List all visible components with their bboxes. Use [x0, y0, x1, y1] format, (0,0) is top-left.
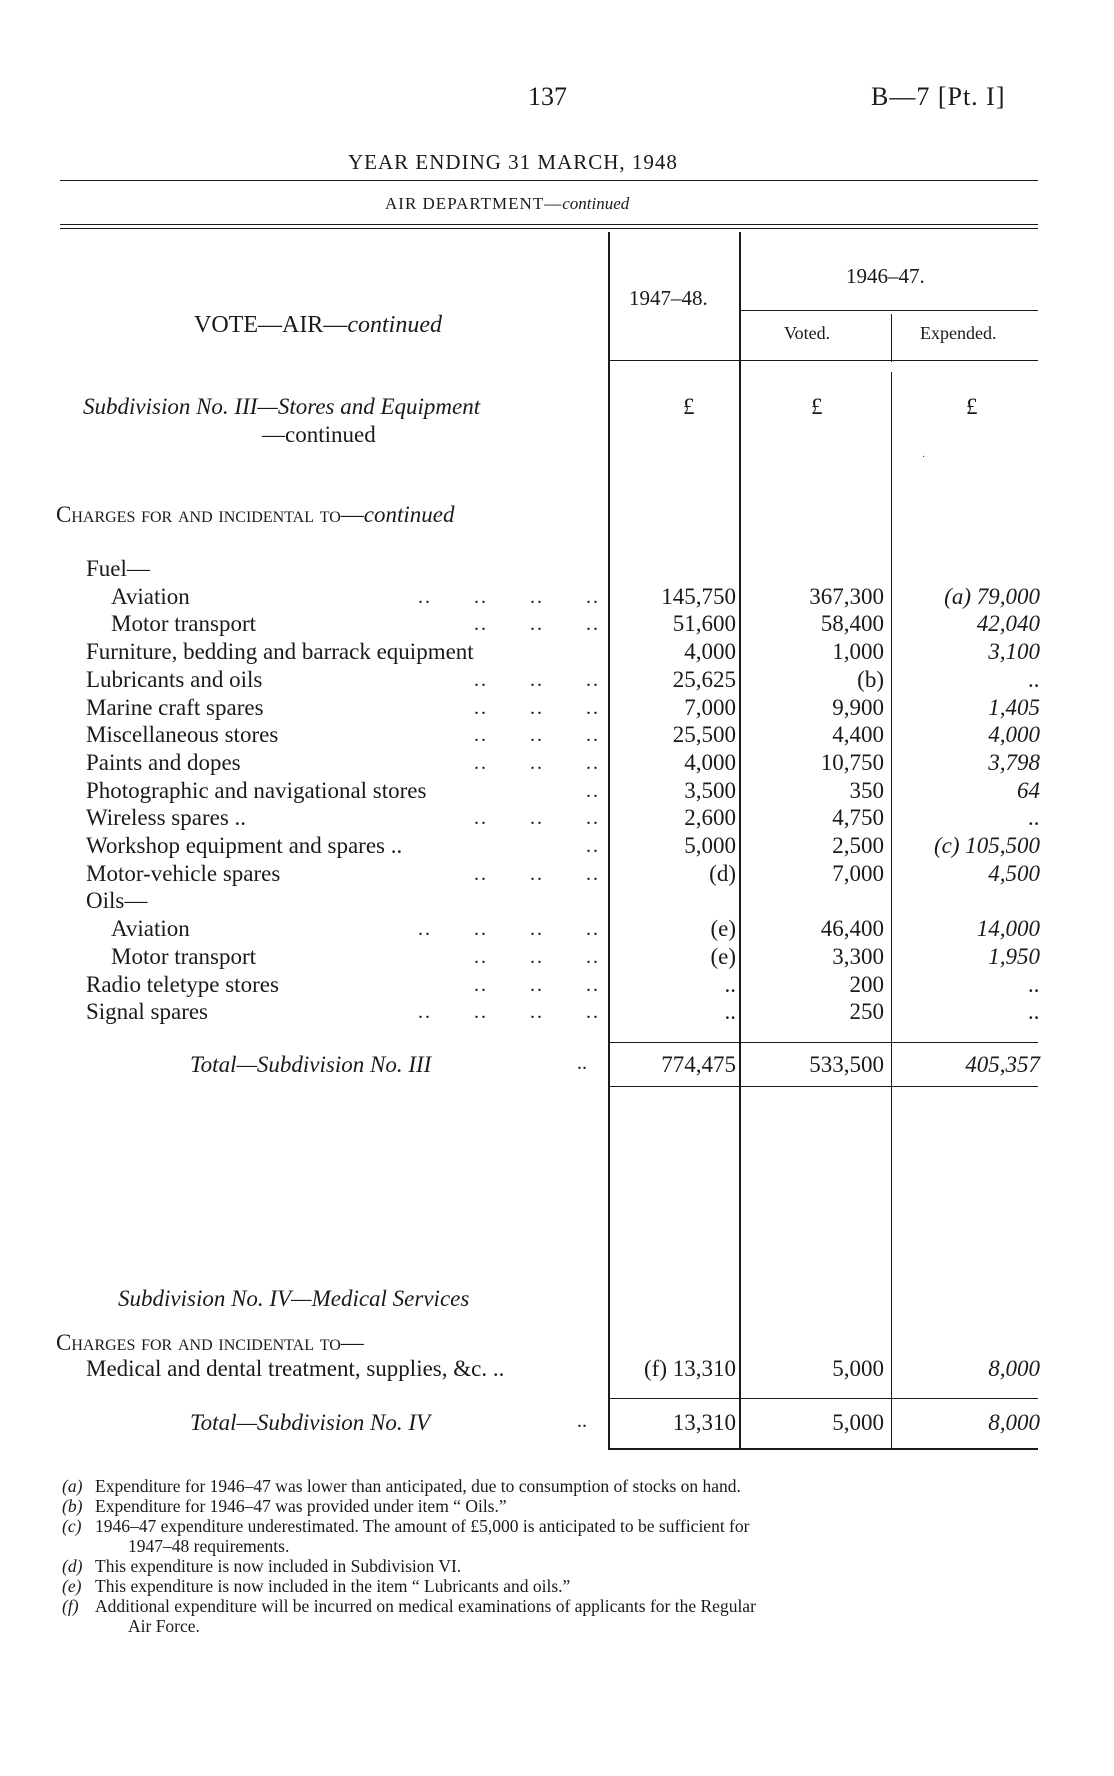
- row-value-expended: 3,798: [988, 750, 1040, 775]
- row-label: Miscellaneous stores: [86, 722, 279, 747]
- col-rule-2: [739, 232, 741, 1450]
- total-iv-dots: ..: [577, 1410, 587, 1432]
- row-leader-dots: .. .. .. ..: [418, 918, 600, 940]
- footnote-text: Expenditure for 1946–47 was lower than anticipated, due to consumption of stocks on hand.: [95, 1476, 741, 1496]
- rule-total-iii-bottom: [608, 1086, 1038, 1087]
- row-value-voted: 250: [849, 999, 884, 1024]
- row-value-expended: 42,040: [976, 611, 1040, 636]
- charges-heading-continued: continued: [363, 502, 455, 527]
- row-value-voted: 58,400: [820, 611, 884, 636]
- col-header-expended: Expended.: [920, 323, 997, 343]
- row-value-voted: 1,000: [832, 639, 884, 664]
- row-value-1947: (e): [710, 944, 736, 969]
- row-value-expended: 1,950: [988, 944, 1040, 969]
- rule-header-double-1: [60, 224, 1038, 225]
- row-value-voted: 350: [849, 778, 884, 803]
- rule-1946-span: [741, 310, 1038, 311]
- row-label: Photographic and navigational stores: [86, 778, 427, 803]
- row-value-1947: 4,000: [684, 639, 736, 664]
- charges-heading-iii: [56, 502, 454, 528]
- row-value-expended: (c) 105,500: [933, 833, 1040, 858]
- footnote-text: 1946–47 expenditure underestimated. The amount of £5,000 is anticipated to be sufficient for: [95, 1516, 750, 1536]
- row-label: Signal spares: [86, 999, 209, 1024]
- subdivision-iv-title: Subdivision No. IV—Medical Services: [118, 1286, 470, 1311]
- row-leader-dots: .. .. ..: [474, 807, 600, 829]
- row-value-voted: (b): [857, 667, 884, 692]
- row-value-1947: 25,500: [672, 722, 736, 747]
- footnote-text: This expenditure is now included in the item “ Lubricants and oils.”: [95, 1576, 571, 1596]
- row-leader-dots: .. .. ..: [474, 863, 600, 885]
- row-value-voted: 200: [849, 972, 884, 997]
- row-value-expended: 14,000: [976, 916, 1040, 941]
- total-iii-1947: 774,475: [661, 1052, 736, 1077]
- footnote-text: Additional expenditure will be incurred on medical examinations of applicants for the Regular: [95, 1596, 756, 1616]
- row-label: Fuel—: [86, 556, 150, 581]
- footnote-mark: (c): [62, 1516, 82, 1536]
- row-label: Motor transport: [111, 944, 257, 969]
- department-line: [385, 194, 629, 214]
- row-value-1947: 145,750: [661, 584, 736, 609]
- currency-voted: £: [811, 394, 823, 419]
- total-iv-label: Total—Subdivision No. IV: [190, 1410, 431, 1435]
- row-label: Workshop equipment and spares ..: [86, 833, 403, 858]
- row-value-1947: 7,000: [684, 695, 736, 720]
- row-label: Furniture, bedding and barrack equipment: [86, 639, 474, 664]
- row-value-1947: 2,600: [684, 805, 736, 830]
- footnote-mark: (f): [62, 1596, 79, 1616]
- row-value-expended: 4,000: [988, 722, 1040, 747]
- row-label: Paints and dopes: [86, 750, 241, 775]
- col-header-1946: 1946–47.: [846, 264, 925, 288]
- col-rule-3b: [891, 372, 892, 1450]
- row-value-expended: ..: [1028, 972, 1040, 997]
- row-value-voted: 9,900: [832, 695, 884, 720]
- row-value-1947: (d): [709, 861, 736, 886]
- row-value-voted: 4,750: [832, 805, 884, 830]
- rule-col-header-bottom: [608, 360, 1038, 361]
- medical-row-label: Medical and dental treatment, supplies, &c. ..: [86, 1356, 505, 1381]
- vote-name: VOTE—AIR—: [194, 312, 348, 338]
- row-value-voted: 7,000: [832, 861, 884, 886]
- total-iii-dots: ..: [577, 1052, 587, 1074]
- footnote-mark: (b): [62, 1496, 83, 1516]
- row-leader-dots: ..: [586, 780, 600, 802]
- row-leader-dots: .. .. ..: [474, 697, 600, 719]
- row-value-1947: 5,000: [684, 833, 736, 858]
- rule-total-iii-top: [608, 1042, 1038, 1043]
- currency-1947: £: [683, 394, 695, 419]
- row-value-expended: 4,500: [988, 861, 1040, 886]
- rule-total-iv-top: [608, 1398, 1038, 1399]
- row-label: Motor-vehicle spares: [86, 861, 281, 886]
- col-rule-3a: [891, 314, 892, 362]
- row-value-expended: ..: [1028, 667, 1040, 692]
- footnote-mark: (e): [62, 1576, 82, 1596]
- total-iii-expended: 405,357: [965, 1052, 1040, 1077]
- footnote-continuation: 1947–48 requirements.: [128, 1536, 290, 1556]
- medical-row-voted: 5,000: [832, 1356, 884, 1381]
- row-label: Oils—: [86, 888, 148, 913]
- row-label: Radio teletype stores: [86, 972, 279, 997]
- row-leader-dots: .. .. .. ..: [418, 586, 600, 608]
- vote-label: [194, 312, 442, 339]
- row-leader-dots: .. .. .. ..: [418, 1001, 600, 1023]
- row-value-voted: 2,500: [832, 833, 884, 858]
- col-header-1947: 1947–48.: [629, 286, 708, 310]
- row-label: Aviation: [111, 916, 190, 941]
- row-value-expended: ..: [1028, 999, 1040, 1024]
- col-header-voted: Voted.: [784, 323, 831, 343]
- row-leader-dots: .. .. ..: [474, 613, 600, 635]
- row-value-1947: 51,600: [672, 611, 736, 636]
- vote-continued: continued: [347, 312, 442, 338]
- footnote-mark: (a): [62, 1476, 83, 1496]
- row-value-voted: 4,400: [832, 722, 884, 747]
- footnote-mark: (d): [62, 1556, 83, 1576]
- row-value-voted: 367,300: [809, 584, 884, 609]
- total-iii-voted: 533,500: [809, 1052, 884, 1077]
- page-reference: B—7 [Pt. I]: [871, 82, 1006, 111]
- row-label: Wireless spares ..: [86, 805, 247, 830]
- year-title: YEAR ENDING 31 MARCH, 1948: [348, 150, 678, 174]
- row-label: Lubricants and oils: [86, 667, 263, 692]
- row-label: Aviation: [111, 584, 190, 609]
- page-number: 137: [528, 82, 567, 111]
- row-value-expended: ..: [1028, 805, 1040, 830]
- department-name: AIR DEPARTMENT—: [385, 194, 563, 213]
- row-value-1947: 3,500: [684, 778, 736, 803]
- medical-row-expended: 8,000: [988, 1356, 1040, 1381]
- row-leader-dots: .. .. ..: [474, 752, 600, 774]
- row-value-expended: 64: [1017, 778, 1040, 803]
- department-continued: continued: [562, 194, 630, 213]
- row-label: Motor transport: [111, 611, 257, 636]
- rule-top: [60, 180, 1038, 181]
- rule-table-bottom: [608, 1448, 1038, 1450]
- row-leader-dots: .. .. ..: [474, 946, 600, 968]
- stray-dot: ·: [922, 452, 926, 463]
- row-leader-dots: ..: [586, 835, 600, 857]
- row-value-1947: ..: [724, 999, 736, 1024]
- row-value-voted: 10,750: [820, 750, 884, 775]
- currency-expended: £: [966, 394, 978, 419]
- row-leader-dots: .. .. ..: [474, 669, 600, 691]
- row-value-1947: 25,625: [672, 667, 736, 692]
- row-value-voted: 3,300: [832, 944, 884, 969]
- total-iii-label: Total—Subdivision No. III: [190, 1052, 432, 1077]
- row-leader-dots: .. .. ..: [474, 974, 600, 996]
- row-value-voted: 46,400: [820, 916, 884, 941]
- row-value-expended: (a) 79,000: [944, 584, 1040, 609]
- total-iv-expended: 8,000: [988, 1410, 1040, 1435]
- row-leader-dots: .. .. ..: [474, 724, 600, 746]
- row-value-1947: (e): [710, 916, 736, 941]
- row-label: Marine craft spares: [86, 695, 264, 720]
- subdivision-iii-title: Subdivision No. III—Stores and Equipment: [83, 394, 481, 419]
- rule-header-double-2: [60, 228, 1038, 229]
- row-value-expended: 1,405: [988, 695, 1040, 720]
- total-iv-1947: 13,310: [672, 1410, 736, 1435]
- row-value-1947: ..: [724, 972, 736, 997]
- footnote-text: This expenditure is now included in Subdivision VI.: [95, 1556, 462, 1576]
- charges-heading-iv: Charges for and incidental to—: [56, 1330, 364, 1355]
- row-value-expended: 3,100: [988, 639, 1040, 664]
- footnote-continuation: Air Force.: [128, 1616, 200, 1636]
- footnote-text: Expenditure for 1946–47 was provided under item “ Oils.”: [95, 1496, 507, 1516]
- charges-heading-text: Charges for and incidental to—: [56, 502, 364, 527]
- col-rule-1: [608, 232, 610, 1450]
- total-iv-voted: 5,000: [832, 1410, 884, 1435]
- row-value-1947: 4,000: [684, 750, 736, 775]
- medical-row-1947: (f) 13,310: [644, 1356, 736, 1381]
- subdivision-iii-title-cont: —continued: [262, 422, 376, 447]
